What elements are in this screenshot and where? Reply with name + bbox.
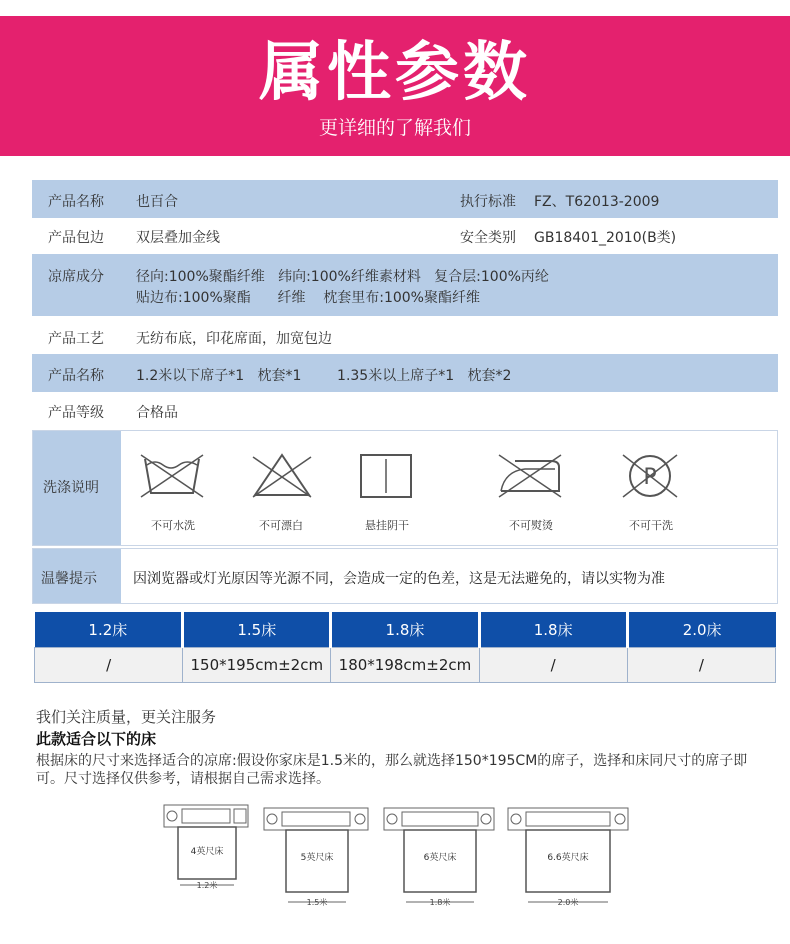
no-dryclean-icon	[615, 451, 685, 501]
spec-row-contents	[32, 354, 778, 392]
spec-row-composition	[32, 254, 778, 316]
wash-label: 洗涤说明	[43, 480, 99, 496]
bed-diagram-4ft	[164, 805, 248, 890]
no-bleach-icon	[247, 451, 317, 501]
spec-label: 产品等级	[48, 405, 104, 421]
size-table	[34, 612, 776, 683]
warm-tip	[32, 548, 778, 604]
size-table-header	[35, 612, 776, 647]
spec-value: 合格品	[136, 405, 178, 421]
spec-label: 产品包边	[48, 230, 104, 246]
size-header-cell: 1.2床	[35, 612, 183, 647]
bed-width: 2.0米	[557, 898, 579, 907]
bed-width: 1.5米	[306, 898, 328, 907]
size-value-cell: 180*198cm±2cm	[331, 647, 479, 682]
bed-fit-heading: 此款适合以下的床	[36, 730, 157, 748]
spec-value-safety: GB18401_2010(B类)	[534, 230, 677, 246]
size-header-cell: 2.0床	[627, 612, 775, 647]
spec-value-line1: 径向:100%聚酯纤维 纬向:100%纤维素材料 复合层:100%丙纶	[136, 269, 549, 285]
size-value-cell: /	[479, 647, 627, 682]
header-banner	[0, 16, 790, 156]
bed-size-diagrams	[160, 800, 640, 915]
bed-width: 1.2米	[196, 881, 218, 890]
size-table-row	[35, 647, 776, 682]
wash-item-label: 不可漂白	[259, 519, 303, 532]
bed-diagram-6ft	[384, 808, 494, 907]
wash-item-label: 不可干洗	[629, 519, 673, 532]
bed-label: 4英尺床	[190, 847, 224, 857]
spec-label: 产品名称	[48, 368, 104, 384]
wash-item-label: 悬挂阴干	[365, 519, 409, 532]
bed-label: 5英尺床	[300, 853, 334, 863]
page-title: 属性参数	[259, 36, 531, 110]
bed-label: 6.6英尺床	[547, 853, 589, 863]
spec-row-craft	[32, 318, 778, 354]
tip-text: 因浏览器或灯光原因等光源不同，会造成一定的色差，这是无法避免的，请以实物为准	[133, 571, 665, 587]
size-value-cell: /	[627, 647, 775, 682]
svg-text:P: P	[643, 465, 657, 490]
size-header-cell: 1.5床	[183, 612, 331, 647]
spec-row-edging	[32, 218, 778, 252]
size-header-cell: 1.8床	[479, 612, 627, 647]
spec-label: 凉席成分	[48, 269, 104, 285]
no-wash-icon	[137, 451, 207, 501]
spec-value: 1.2米以下席子*1 枕套*1 1.35米以上席子*1 枕套*2	[136, 368, 512, 384]
bed-label: 6英尺床	[423, 853, 457, 863]
bed-fit-description: 根据床的尺寸来选择适合的凉席:假设你家床是1.5米的，那么就选择150*195CM的席子，选择和床同尺寸的席子即可。尺寸选择仅供参考，请根据自己需求选择。	[36, 753, 748, 787]
tip-label: 温馨提示	[41, 571, 97, 587]
spec-label: 产品名称	[48, 194, 104, 210]
bed-diagram-6-6ft	[508, 808, 628, 907]
spec-row-grade	[32, 392, 778, 428]
spec-label-safety: 安全类别	[460, 230, 516, 246]
no-iron-icon	[495, 451, 565, 501]
size-value-cell: /	[35, 647, 183, 682]
spec-row-product-name	[32, 180, 778, 218]
wash-instructions	[32, 430, 778, 546]
wash-item-label: 不可熨烫	[509, 519, 553, 532]
spec-value-standard: FZ、T62013-2009	[534, 194, 660, 210]
size-header-cell: 1.8床	[331, 612, 479, 647]
page-subtitle: 更详细的了解我们	[318, 117, 471, 139]
bed-width: 1.8米	[429, 898, 451, 907]
spec-label-standard: 执行标准	[460, 194, 516, 210]
spec-value: 双层叠加金线	[136, 230, 220, 246]
size-value-cell: 150*195cm±2cm	[183, 647, 331, 682]
service-note: 我们关注质量，更关注服务	[36, 708, 217, 726]
hang-dry-icon	[351, 451, 421, 501]
spec-label: 产品工艺	[48, 331, 104, 347]
bed-diagram-5ft	[264, 808, 368, 907]
spec-value-line2: 贴边布:100%聚酯 纤维 枕套里布:100%聚酯纤维	[136, 290, 480, 306]
spec-value: 无纺布底，印花席面，加宽包边	[136, 331, 332, 347]
wash-item-label: 不可水洗	[151, 519, 195, 532]
spec-value: 也百合	[136, 194, 178, 210]
